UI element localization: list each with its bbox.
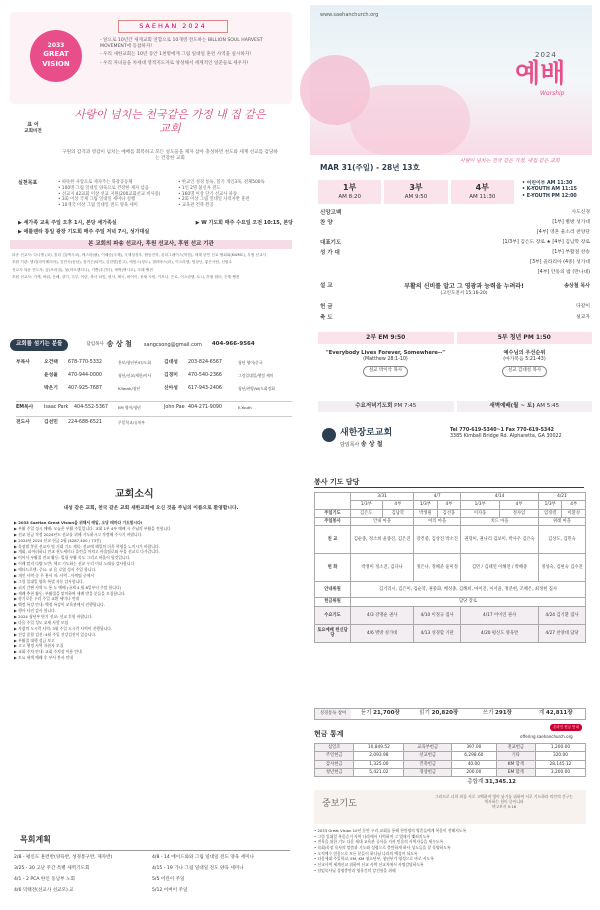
cover-sub: Worship [540,90,565,97]
staff-header: 교회를 섬기는 분들 담임목사 송 상 철 sangcsong@gmail.com 404-966-9564 [10,338,292,352]
news-item: ▶ 부활절 대행 성금 보고 [14,637,55,643]
vision-bullet: - 우리 자녀들을 차세대 영적지도자로 양성해서 세계적인 일꾼들로 세우자! [100,60,249,66]
prayer-item: • 전육을 위한 기도 다음 세대 교육관 공사를 지켜 믿음의 사역자들을 세우도록 [314,839,444,845]
table-row: 헌 화 박정미 정소진, 김다나 정은나, 정해준 윤미정 김민 / 김태연 이해연 / 박해중 정성숙, 김현숙 김수진 [315,554,586,582]
news-item: ▶ 세례 추천 활동: 부활절을 맞이하여 세례 받을 분들을 모집합니다. [14,590,126,596]
news-item: ▶ 2024년 2024 선교 헌금 2월 ($287,400 / 73건) [14,537,102,543]
service-times [318,180,514,204]
table-row: 헌금위원 담당 장로 [315,598,586,606]
motto-label: 표 어 교회비전 [24,122,42,134]
prayer-meetings: ▶ 세가족 교육 주일 오후 1시, 본당 세가족실 ▶ W 기도회 매주 수요일 오전 10:15, 본당 ▶ 애틀랜타 통일 광장 기도회 매주 주일 저녁 7시, 성가대실 [18,220,293,235]
table-row: 토요예배 헌신담당 4/6 별방 성가대 4/13 성경합 기관 4/20 평신도 양육반 4/27 찬양대 담당 [315,624,586,642]
prayer-item: • 담임목사님 성령충만과 영육간의 강건함을 위해 [314,867,396,873]
table-row: 주일기도 김은도 김남학 박생필 김선웅 이자웅 정자임 엄정렬 이환성 [315,509,586,517]
news-item: ▶ 고고 행정 사역 자원자 모집 [14,643,64,649]
prayer-item: • 다음세대 주일학교, EM, KM 청소년부, 청년부가 영성으로 바로 서도록 [314,856,434,862]
weekday-services: 수요저녁기도회 PM 7:45 새벽예배(월 ~ 토) AM 5:45 [318,401,592,412]
pastor-email[interactable]: sangcsong@gmail.com [143,341,202,348]
strategy-left: • 따뜻한 사랑으로 제자주는 목장공동체 • 100명 그림 일대일 양육으로 건강한 제자 삼음 • 선교지 42교회 이상 선교 지원(200교회선교 비사용) • 3회 이상 국제 그림 일대일 세미나 실행 • 10개국 이상 그림 일대일 전도 양육 세미 [58,180,161,209]
service-time-box: 1부 AM 8:20 [318,180,381,204]
cover-title: 예배 [515,59,566,89]
vision-page [0,0,300,465]
news-item: ▶ 피지 간판 사역 도 통 도 예배 (국제 4 월 8일부터 주말 합니다) [14,584,122,590]
prayer-item: • 선교사역 세계선교 위하여 선교 사역 선교지에서 사명감당하도록 [314,862,424,868]
prayer-item: • 오직예수 믿음으로 모든 분들이 하나님 나라의 백성이 되도록 [314,850,418,856]
news-item: ▶ 예타드로덴: 중요: 교 음 로열 성서 주일 합니다. [14,567,97,572]
church-logo [322,428,336,442]
offering-title: 현금 통계 [314,730,344,738]
prayer-list [314,828,586,874]
church-url[interactable]: www.saehanchurch.org [320,12,379,18]
blessing-line: 축 도 설교자 [320,315,590,321]
table-row: 십일조 10,849.52 교육부헌금 397.00 전교헌금 1,200.00 [315,744,586,752]
vision-label: SAEHAN 2024 [118,20,228,33]
mission: 구원의 감격과 영감이 넘치는 예배를 회복하고 모든 성도들을 제자 삼아 충성하면 천도와 세계 선교를 감당하는 건강한 교회 [62,150,278,162]
news-item: ▶ 2033 SaeHan Great Vision을 위해서 매일, 오당 때마다 기도합시다! [14,520,143,525]
strategy-right: • 한교인 성경 통독, 읽기 개인3독, 전체500독 • 1인 2명 불신자 전도 • 160명 이상 단기 선교사 파송 • 2회 이상 그림 일대일 사역자반 훈련 • 교육관 건축 완공 [178,180,265,209]
service-time-box: 3부 AM 9:50 [384,180,447,204]
table-row: 친 교 김순종, 정소희 윤종진, 김은진 강건중, 김상진 박소진 권형미, 권나리 김보미, 박사우 김은숙 김상도, 김민숙 [315,526,586,554]
news-item: ▶ 토요 새벽 예배 후 부서 봉사 안내 [14,655,74,661]
em-sermon: "Everybody Lives Forever, Somewhere--" (Matthew 28:1-10) 설교 박이삭 목사 [318,350,453,377]
news-item: ▶ 건강 종합 검진: 4월 주일 건강검진이 있습니다. [14,631,97,637]
news-item: ▶ 부활 주일 성시 예배: 오늘은 부활 주일입니다. 교회 1부 4부 예배 시 주님의 부활을 전합니다 [14,525,171,531]
staff-row: 윤성율 470-944-0000 청년/선교/제한/이사 김경미 470-540-2366 그림일대일/행정 세미 [44,373,274,378]
news-item: ▶ 백정 특강 안내: 백정 특강이 교육관에서 진행됩니다. [14,602,105,608]
schedule-title: 목회계획 [20,835,51,844]
offering-site[interactable]: offering.saehanchurch.org [520,734,573,739]
staff-row: 박은기 407-925-7687 K-Youth/청년 신아성 617-943-2406 청년/찬양/W/도회정회 [44,386,275,391]
schedule-box: 2/8 - 평신도 훈련반(양육반, 성경통구반, 제자반) 4/8 - 14 에이드와와 그림 일대일 전도 양육 세미나 3/25 - 30 고난 주간 특별 새벽기도회 4/15 - 19 가나 그림 일대일 전도 양육 세미나 4/1 - 2 PCA 한인 동남부 노회 5/5 어린이 주일 4/6 덕태전(선교사 선교모) 교 5/12 어버이 주일 [14,850,290,899]
online-offering-badge[interactable]: 온라인 헌금 안내 [550,724,582,731]
duty-table-wrap [314,492,586,643]
news-title: 교회소식 [115,489,154,500]
service-time-box: 4부 AM 11:30 [451,180,514,204]
news-item: ▶ 사랑의 도시락 사역: 3월 주일 도시락 사역이 진행됩니다. [14,625,113,631]
reading-stats: 성경통독 참여 듣기 21,700장 읽기 20,820장 쓰기 291장 계 42,811장 [314,708,586,720]
strategy-label: 실천목표 [18,180,38,186]
em-youth-bar: 2부 EM 9:50 5부 청년 PM 1:50 [318,332,592,344]
news-item: ▶ 개회, 피어러하니 전교 천도세미나 훈련을 마치고 바울팀로와 부울 선교로 다가갑니다. [14,549,160,555]
motto: 사랑이 넘치는 천국같은 가정 내 집 같은 교회 [74,108,266,136]
prayer-quote: 그러므로 너희 죄를 서로 고백하며 병이 낫기를 위하여 서로 기도하라 의인의 간구는 역사하는 힘이 큼이니라 야고보서 5:16 [435,794,573,810]
church-name: 새한장로교회 [340,428,393,438]
church-contact: Tel 770-619-5340~1 Fax 770-619-5342 3385 Kimball Bridge Rd. Alpharetta, GA 30022 [450,428,562,440]
staff-title: 교회를 섬기는 분들 [10,339,68,350]
prayer-item: • 그림 일대일 복음증거 사역 나라에서 사역하며 그 열매가 맺혀지도록 [314,833,430,839]
staff-list [16,360,292,431]
news-item: ▶ 향기로운 우리 주일 교환 세미나 안내 [14,596,80,602]
cover-year: 2024 [535,51,557,59]
church-pastor: 담임목사 송 상 철 [340,441,383,448]
other-services: • 어린이부 AM 11:30 • K-YOUTH AM 11:15 • E-YOUTH PM 12:00 [522,181,577,199]
news-item: ▶ 교회 주차 안내: 교회 주차장 이용 안내 [14,649,82,655]
news-intro: 내성 같은 교회, 천국 같은 교회 새한교회에 오신 것을 주님의 이름으로 환영합니다. [63,506,239,511]
table-row: 주일봉사 안내 마을 여의 마을 치드 마을 위례 마을 [315,518,586,526]
service-motto: 사랑이 넘치는 천국 같은 가정, 내집 같은 교회 [460,158,560,164]
table-row: 청년헌금 5,421.02 경상헌금 200.00 EM 합계 3,200.00 [315,769,586,777]
news-item: ▶ 행사 사진 감사 합니다. [14,608,56,614]
staff-row-evan: 전도사 김선민 224-688-6521 주일학교/유치부 [16,416,292,431]
prayer-item: • 목회/목장 목사의 말씀과 기도와 성령으로 충만하게 하사 성도들을 잘 목양하도록 [314,845,451,851]
badge-great: GREAT [43,50,69,59]
prayer-card [314,790,586,824]
offering-table [314,743,586,777]
news-item: ▶ 다음 주일 성도 교제 사람 모임 [14,619,69,625]
table-row: 주일헌금 2,093.98 선교헌금 6,298.60 기타 320.00 [315,752,586,760]
vision-bullets [100,38,290,67]
prayer-title: 중보기도 [322,799,357,809]
service-date: MAR 31(주일) - 28년 13호 [320,163,420,172]
table-row: 감사헌금 1,325.00 건축헌금 40.00 KM 합계 28,145.12 [315,760,586,768]
missions-text: 파송 선교사: 다니엘 (코), 홀리 김(멕시코), 에스라(필), 이혜순(국제), 국제성경우, 합동신학, 윤리그레이스(북한), 세계 한인 선교 협회회(KWMC), 우범 선교사 후원 기관: 엘리(라이베리아), 김민숙(동남), 장기곤(타이), 김한별(몽고), 에임스(청도), 갤러바스(러), 이스라엘, 엄청난, 좋은사람, 신원수 선교지 복음 전도자: 꿈(브라질), 물(아르헨티나), 기쁨(우간다), 새벽(멕시코), 모래 펭귄 후원 선교사: 키케, 바위, 은혜, 향기, 두부, 이란, 축사 타임, 평사, 태국, 바이이, 웅재 사랑, 카모나, 은로, 이스라엘, 토니, 후원 쉼터, 은빛 펭귄 [12,253,267,280]
worship-page [300,0,600,465]
sermon: 설 교 부활의 신비를 알고 그 영광과 능력을 누려라! (고린도전서 15:16-20) 송상철 목사 [320,283,590,297]
service-duty-page [300,470,600,910]
news-item: ▶ 이레 말지 다양 도반: 세고 기도하는 선교 우리 미녀 노래를 감사합니다 [14,561,135,567]
table-row: 안내위원 김거리시, 김은미, 김순학, 권중화, 배성종, 김해희, 마이진, 이서윤, 정분현, 조해은, 최정현 집사 [315,582,586,598]
offering-table-wrap [314,743,586,787]
badge-year: 2033 [47,42,65,49]
news-item: ▶ 목장별 봉헌 선교사 및 거대 기도 제목: 선교에 헤일의 더욱 학영을 느끼시기 바랍니다. [14,543,160,549]
vision-badge [30,30,82,82]
youth-sermon: 예수님의 우선순위 (마가복음 5:21-43) 설교 김대성 목사 [457,350,592,377]
duty-table: 3/31 4/7 4/14 4/21 1/3부 4부 1/3부 4부 1/3부 4부 1/3부 4부 주일기도 김은도 김남학 박생필 김선웅 이자웅 정자임 엄정렬 이환성 주일봉사 안내 마을 여의 마을 치드 마을 위례 마을 친 교 김순종, 정소희 윤종진, 김은진 강건중, 김상진 박소진 권형미, 권나리 김보미, 박사우 김은숙 김상도, 김민숙 헌 화 박정미 정소진, 김다나 정은나, 정해준 윤미정 김민 / 김태연 이해연 / 박해중 정성숙, 김현숙 김수진 안내위원 김거리시, 김은미, 김순학, 권중화, 배성종, 김해희, 마이진, 이서윤, 정분현, 조해은, 최정현 집사 헌금위원 담당 장로 수요기도 4/3 강명순 권사 4/10 이정규 집사 4/17 어이연 권사 4/24 김기환 집사 토요예배 헌신담당 4/6 별방 성가대 4/13 성경합 기관 4/20 평신도 양육반 4/27 찬양대 담당 [314,492,586,643]
badge-vision: VISION [42,59,70,68]
staff-row-em: EM목사 Isaac Park 404-552-5367 EM 영어/청년 John Pae 404-271-9090 E-Youth [16,401,292,416]
news-item: ▶ 선교 헌금 작정 2024년도 선교를 위해 기도하시고 작정해 주시기 바랍니다. [14,531,143,537]
cover-blossom [350,85,470,155]
offering-total: 총합계 31,345.12 [467,779,516,786]
news-item: ▶ 개인 사역 중 무 용서 지: 사역 - 사역팀 중에서 [14,572,94,578]
news-page [0,470,300,910]
cover-art [310,5,592,155]
vision-bullet: - 앞으로 10년간 새게교회 연합으로 10개영 전도하는 BILLION SOUL HARVEST MOVEMENT에 동참하자! [100,38,263,50]
duty-title: 봉사 기도 담당 [314,478,584,488]
prayer-item: • 2033 Great Vision 10년 동안 우리 교회를 통해 천만명의 영혼들에게 복음이 전해지도록 [314,828,467,833]
missions-title: 본 교회의 파송 선교사, 후원 선교사, 후원 선교 기관 [10,240,292,249]
staff-row: 부목사 오건택 678-770-5332 홍보/청년부/IT/도회 김대성 203-824-6567 청년 영어/중국 [16,360,263,365]
vision-bullet: - 우리 새한교회는 10년 동안 1천명에게 그림 일대일 훈련 사역을 실시하자! [100,52,252,58]
table-row: 수요기도 4/3 강명순 권사 4/10 이정규 집사 4/17 어이연 권사 4/24 김기환 집사 [315,606,586,624]
offering-line: 헌 금 다같이 [320,304,590,310]
news-list [14,520,290,825]
news-item: ▶ 그림 일대일 양육 특별 자동 감사합니다. [14,578,85,584]
news-item: ▶ 2024 청년부 단기 선교: 선교 후원 바랍니다. [14,614,93,619]
news-item: ▶ 이어서 부활절 전교 활동: 빌립 부활 목도 그리고 바울이 될것입니다. [14,555,131,561]
order-of-worship: 신앙고백 사도신경 찬 양 [1부] 별방 성가대 [4부] 영혼 울소리 찬양단 대표기도 [1/3부] 김은도 장로 ★ [4부] 김남학 장로 성 가 대 [1부] 부활절 찬송 [3부] 골라리아 (4중) 성가대 [4부] 안동의 밤 (만나대) [320,210,590,275]
